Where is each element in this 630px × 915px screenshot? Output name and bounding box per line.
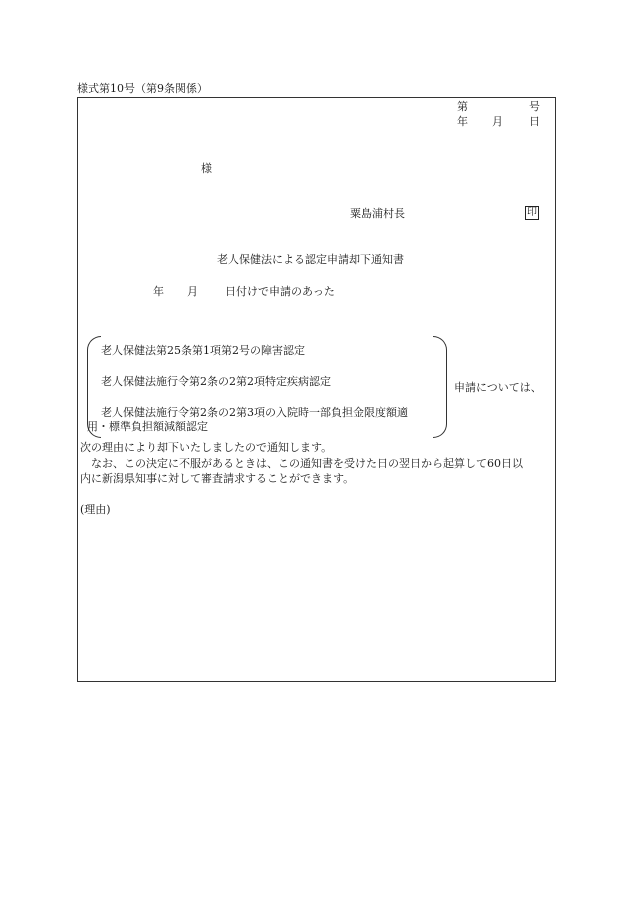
seal-mark: 印 — [527, 207, 537, 218]
bracket-tail: 申請については、 — [454, 381, 542, 394]
form-id: 様式第10号（第9条関係） — [77, 82, 208, 95]
option-item: 老人保健法第25条第1項第2号の障害認定 — [101, 344, 305, 357]
date-month: 月 — [492, 115, 503, 128]
issuer-name: 粟島浦村長 — [350, 207, 405, 220]
body-line: なお、この決定に不服があるときは、この通知書を受けた日の翌日から起算して60日以 — [80, 457, 523, 470]
number-dai: 第 — [457, 100, 468, 113]
document-title: 老人保健法による認定申請却下通知書 — [217, 253, 404, 266]
app-date-suffix: 日付けで申請のあった — [225, 285, 335, 298]
number-go: 号 — [529, 100, 540, 113]
date-day: 日 — [529, 115, 540, 128]
app-date-month: 月 — [187, 285, 198, 298]
reason-label: (理由) — [80, 503, 111, 516]
addressee-suffix: 様 — [201, 162, 212, 175]
body-line: 次の理由により却下いたしましたので通知します。 — [80, 441, 333, 454]
app-date-year: 年 — [153, 285, 164, 298]
option-item: 老人保健法施行令第2条の2第2項特定疾病認定 — [101, 375, 331, 388]
body-line: 内に新潟県知事に対して審査請求することができます。 — [80, 472, 355, 485]
option-item: 用・標準負担額減額認定 — [87, 420, 208, 433]
right-bracket — [433, 336, 447, 438]
option-item: 老人保健法施行令第2条の2第3項の入院時一部負担金限度額適 — [101, 406, 408, 419]
date-year: 年 — [457, 115, 468, 128]
